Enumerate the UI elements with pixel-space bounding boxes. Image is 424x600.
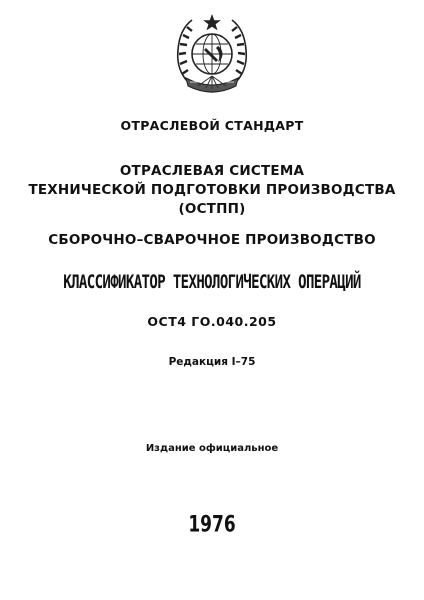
standard-type-heading: ОТРАСЛЕВОЙ СТАНДАРТ [120, 118, 304, 133]
system-title-line: ТЕХНИЧЕСКОЙ ПОДГОТОВКИ ПРОИЗВОДСТВА [28, 182, 396, 198]
system-title-line: ОТРАСЛЕВАЯ СИСТЕМА [119, 163, 305, 179]
publication-year: 1976 [188, 512, 236, 538]
document-title: КЛАССИФИКАТОР ТЕХНОЛОГИЧЕСКИХ ОПЕРАЦИЙ [63, 272, 361, 294]
edition-label: Редакция I–75 [168, 356, 256, 368]
publication-note: Издание официальное [145, 443, 279, 454]
system-title-abbreviation: (ОСТПП) [178, 201, 246, 217]
ussr-state-emblem-icon [172, 12, 252, 96]
production-title: СБОРОЧНО–СВАРОЧНОЕ ПРОИЗВОДСТВО [48, 232, 376, 248]
document-number: ОСТ4 ГО.040.205 [147, 314, 277, 329]
system-title [0, 162, 424, 219]
